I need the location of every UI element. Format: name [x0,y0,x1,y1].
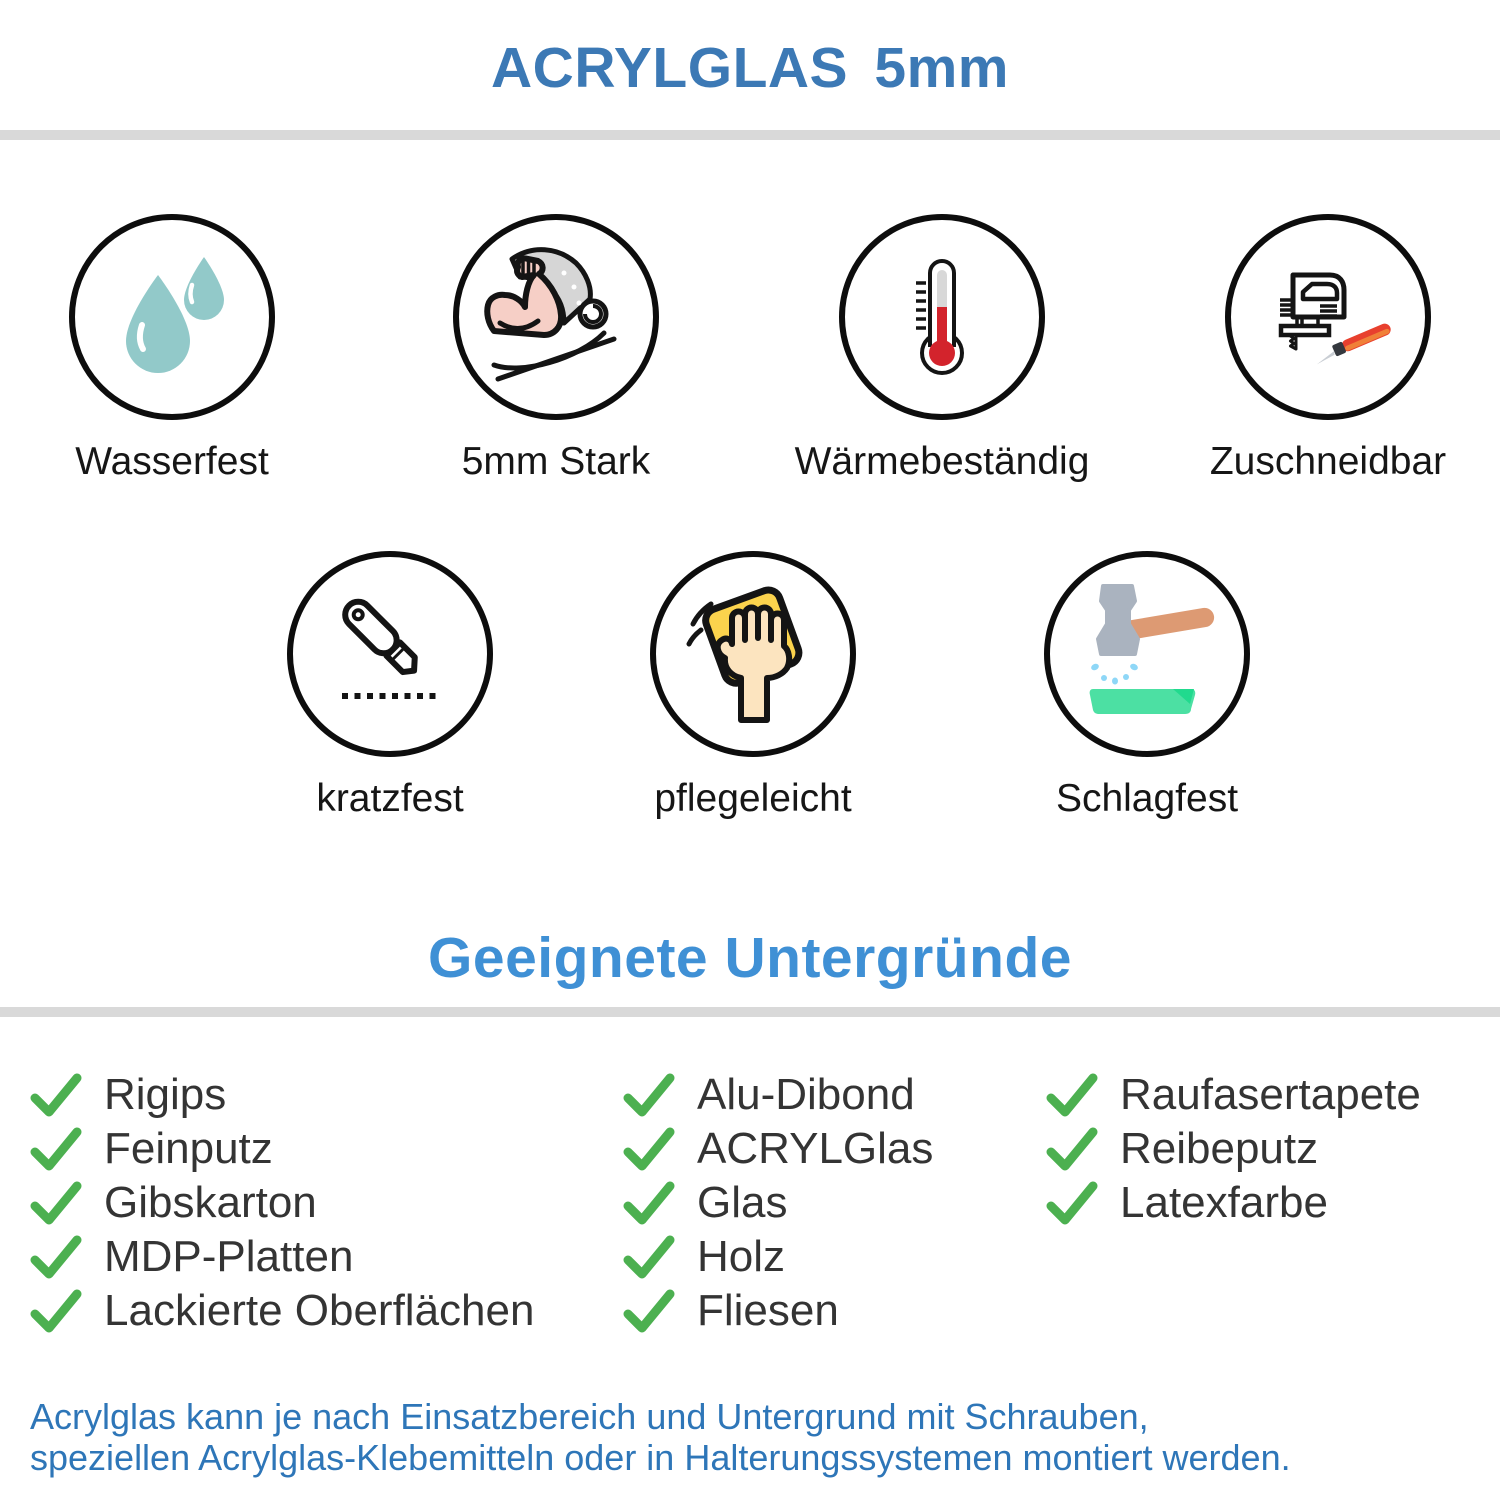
substrate-label: Reibeputz [1120,1124,1319,1173]
substrate-label: Raufasertapete [1120,1070,1421,1119]
check-icon [623,1288,675,1334]
flexed-arm-roll-icon [482,243,630,391]
check-icon [1046,1072,1098,1118]
feature-circle [1044,551,1250,757]
feature-circle [839,214,1045,420]
substrate-label: Feinputz [104,1124,273,1173]
section-title-substrates: Geeignete Untergründe [428,926,1072,990]
substrate-item [623,1068,933,1122]
substrate-item [1046,1176,1421,1230]
thermometer-icon [868,243,1016,391]
substrate-item [30,1230,534,1284]
check-icon [623,1180,675,1226]
feature-label: Zuschneidbar [1209,440,1447,483]
check-icon [30,1180,82,1226]
substrate-label: Rigips [104,1070,227,1119]
check-icon [1046,1180,1098,1226]
feature-label: 5mm Stark [461,440,651,483]
substrate-label: Latexfarbe [1120,1178,1328,1227]
check-icon [30,1126,82,1172]
substrate-item [1046,1122,1421,1176]
feature-kratzfest [287,551,493,818]
feature-label: pflegeleicht [654,777,852,820]
feature-circle [453,214,659,420]
substrate-item [30,1122,534,1176]
substrate-column-2 [623,1068,933,1338]
feature-schlagfest [1044,551,1250,818]
divider-bar-bottom [0,1007,1500,1017]
substrate-item [623,1176,933,1230]
check-icon [623,1126,675,1172]
divider-bar-top [0,130,1500,140]
utility-knife-icon [316,580,464,728]
substrate-label: Glas [697,1178,788,1227]
feature-label: kratzfest [316,777,464,820]
feature-5mm-stark [453,214,659,481]
check-icon [30,1072,82,1118]
substrate-label: Alu-Dibond [697,1070,915,1119]
feature-circle [69,214,275,420]
substrate-label: ACRYLGlas [697,1124,934,1173]
feature-label: Wärmebeständig [794,440,1090,483]
cleaning-hand-icon [679,580,827,728]
substrate-column-1 [30,1068,534,1338]
feature-pflegeleicht [650,551,856,818]
substrate-item [30,1176,534,1230]
substrate-item [623,1230,933,1284]
substrate-label: Lackierte Oberflächen [104,1286,535,1335]
feature-wasserfest [69,214,275,481]
substrate-item [30,1068,534,1122]
check-icon [30,1234,82,1280]
footer-line-1: Acrylglas kann je nach Einsatzbereich und Untergrund mit Schrauben, [30,1396,1149,1437]
feature-circle [1225,214,1431,420]
footer-note [30,1396,1291,1478]
jigsaw-knife-icon [1253,242,1403,392]
substrate-label: Gibskarton [104,1178,317,1227]
substrate-label: Fliesen [697,1286,839,1335]
feature-circle [650,551,856,757]
footer-line-2: speziellen Acrylglas-Klebemitteln oder in Halterungssystemen montiert werden. [30,1437,1291,1478]
feature-label: Schlagfest [1055,777,1239,820]
feature-circle [287,551,493,757]
page-title: ACRYLGLAS 5mm [491,36,1009,100]
substrate-item [623,1122,933,1176]
substrate-label: Holz [697,1232,786,1281]
substrate-label: MDP-Platten [104,1232,354,1281]
hammer-icon [1073,580,1221,728]
substrate-column-3 [1046,1068,1421,1230]
feature-label: Wasserfest [75,440,269,483]
water-drops-icon [98,243,246,391]
substrate-item [1046,1068,1421,1122]
feature-waermebestaendig [794,214,1090,483]
check-icon [623,1234,675,1280]
substrate-item [30,1284,534,1338]
check-icon [623,1072,675,1118]
check-icon [30,1288,82,1334]
feature-zuschneidbar [1209,214,1447,483]
check-icon [1046,1126,1098,1172]
substrate-item [623,1284,933,1338]
